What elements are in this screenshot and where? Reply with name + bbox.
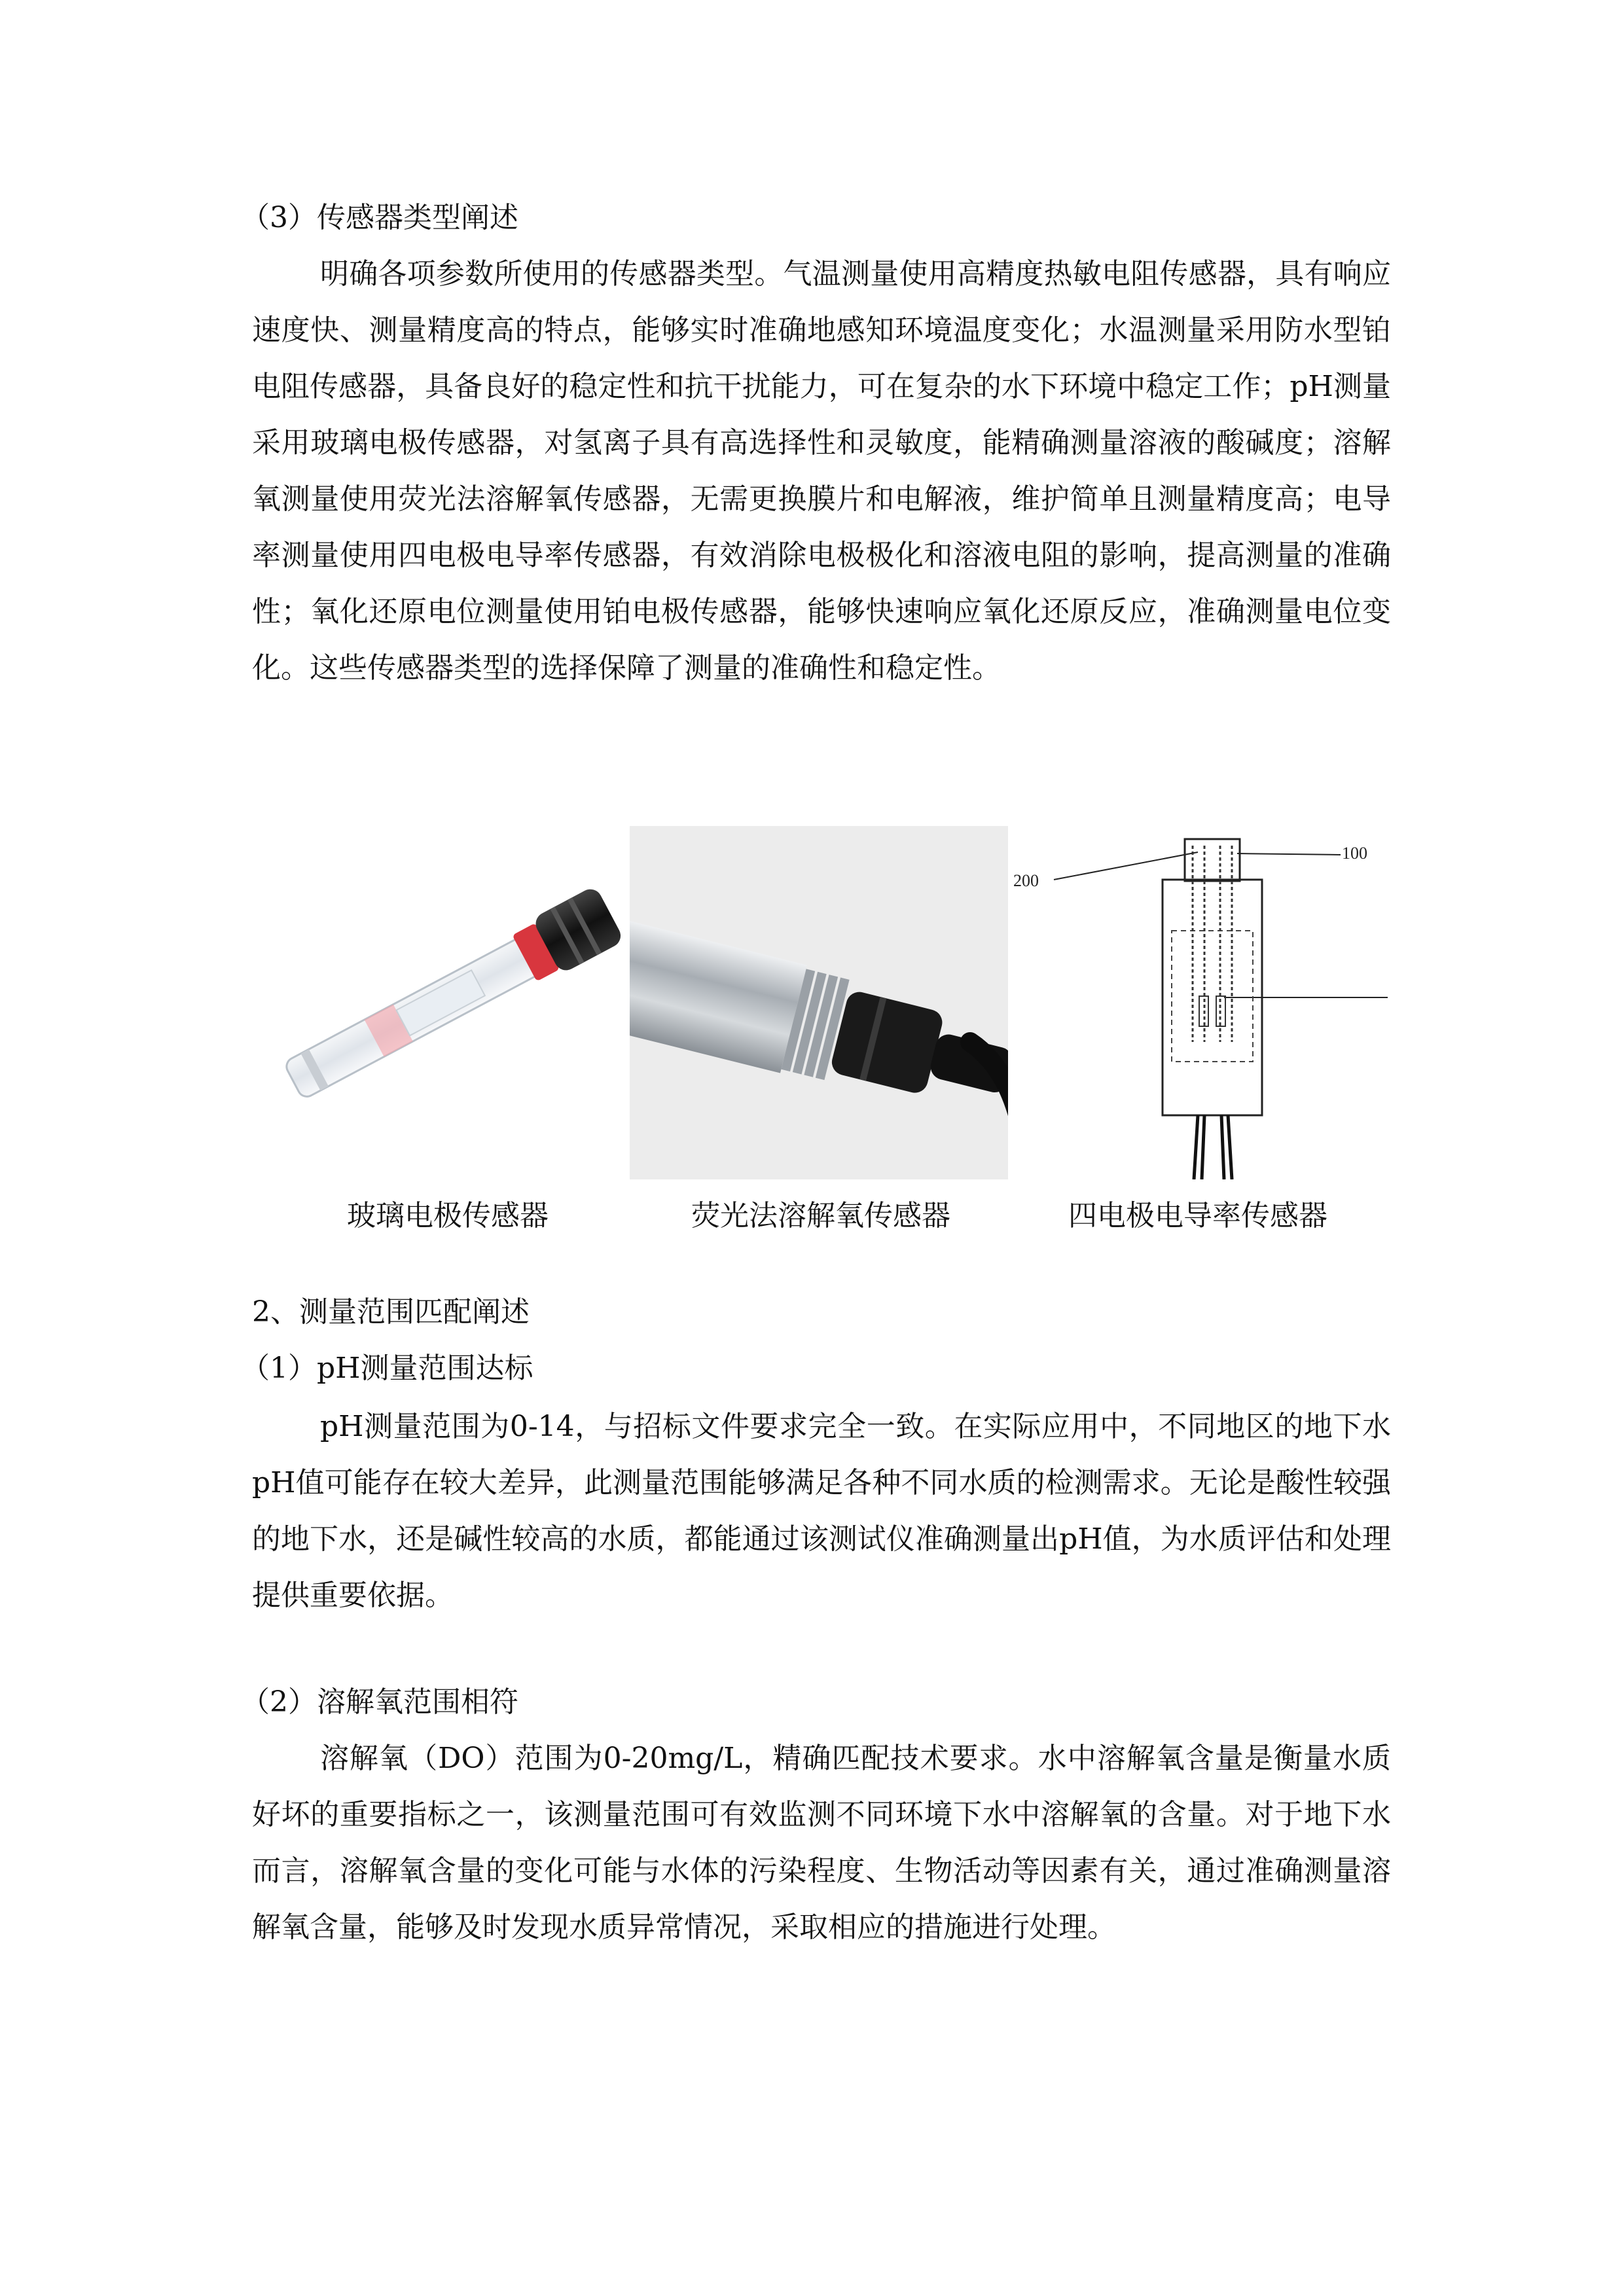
section-2-heading: 2、测量范围匹配阐述: [252, 1295, 530, 1329]
section-3-heading: （3）传感器类型阐述: [241, 201, 518, 234]
section-3-paragraph: [252, 246, 1391, 696]
fluorescence-do-sensor-image: [630, 826, 1012, 1179]
diagram-label-200: 200: [1013, 871, 1039, 890]
four-electrode-conductivity-diagram: [1008, 826, 1388, 1179]
section-2-2-heading: （2）溶解氧范围相符: [241, 1685, 518, 1719]
fluorescence-do-sensor-photo: [630, 826, 1012, 1179]
section-2-1-paragraph-text: pH测量范围为0-14，与招标文件要求完全一致。在实际应用中，不同地区的地下水pH值可能存在较大差异，此测量范围能够满足各种不同水质的检测需求。无论是酸性较强的地下水，还是碱性较高的水质，都能通过该测试仪准确测量出pH值，为水质评估和处理提供重要依据。: [252, 1410, 1391, 1612]
section-2-2-paragraph-text: 溶解氧（DO）范围为0-20mg/L，精确匹配技术要求。水中溶解氧含量是衡量水质好坏的重要指标之一，该测量范围可有效监测不同环境下水中溶解氧的含量。对于地下水而言，溶解氧含量的变化可能与水体的污染程度、生物活动等因素有关，通过准确测量溶解氧含量，能够及时发现水质异常情况，采取相应的措施进行处理。: [252, 1742, 1391, 1944]
section-2-1-paragraph: [252, 1399, 1391, 1624]
glass-electrode-sensor-image: [267, 826, 628, 1179]
figure-caption-four-electrode: 四电极电导率传感器: [1068, 1199, 1327, 1232]
figure-caption-glass-electrode: 玻璃电极传感器: [347, 1199, 549, 1232]
diagram-label-100: 100: [1342, 844, 1367, 863]
four-electrode-conductivity-drawing: [1008, 826, 1388, 1179]
section-2-2-paragraph: [252, 1731, 1391, 1956]
glass-electrode-sensor-photo: [267, 826, 628, 1179]
figure-caption-fluorescence-do: 荧光法溶解氧传感器: [691, 1199, 950, 1232]
section-3-paragraph-text: 明确各项参数所使用的传感器类型。气温测量使用高精度热敏电阻传感器，具有响应速度快、测量精度高的特点，能够实时准确地感知环境温度变化；水温测量采用防水型铂电阻传感器，具备良好的稳定性和抗干扰能力，可在复杂的水下环境中稳定工作；pH测量采用玻璃电极传感器，对氢离子具有高选择性和灵敏度，能精确测量溶液的酸碱度；溶解氧测量使用荧光法溶解氧传感器，无需更换膜片和电解液，维护简单且测量精度高；电导率测量使用四电极电导率传感器，有效消除电极极化和溶液电阻的影响，提高测量的准确性；氧化还原电位测量使用铂电极传感器，能够快速响应氧化还原反应，准确测量电位变化。这些传感器类型的选择保障了测量的准确性和稳定性。: [252, 257, 1391, 685]
section-2-1-heading: （1）pH测量范围达标: [241, 1352, 533, 1385]
